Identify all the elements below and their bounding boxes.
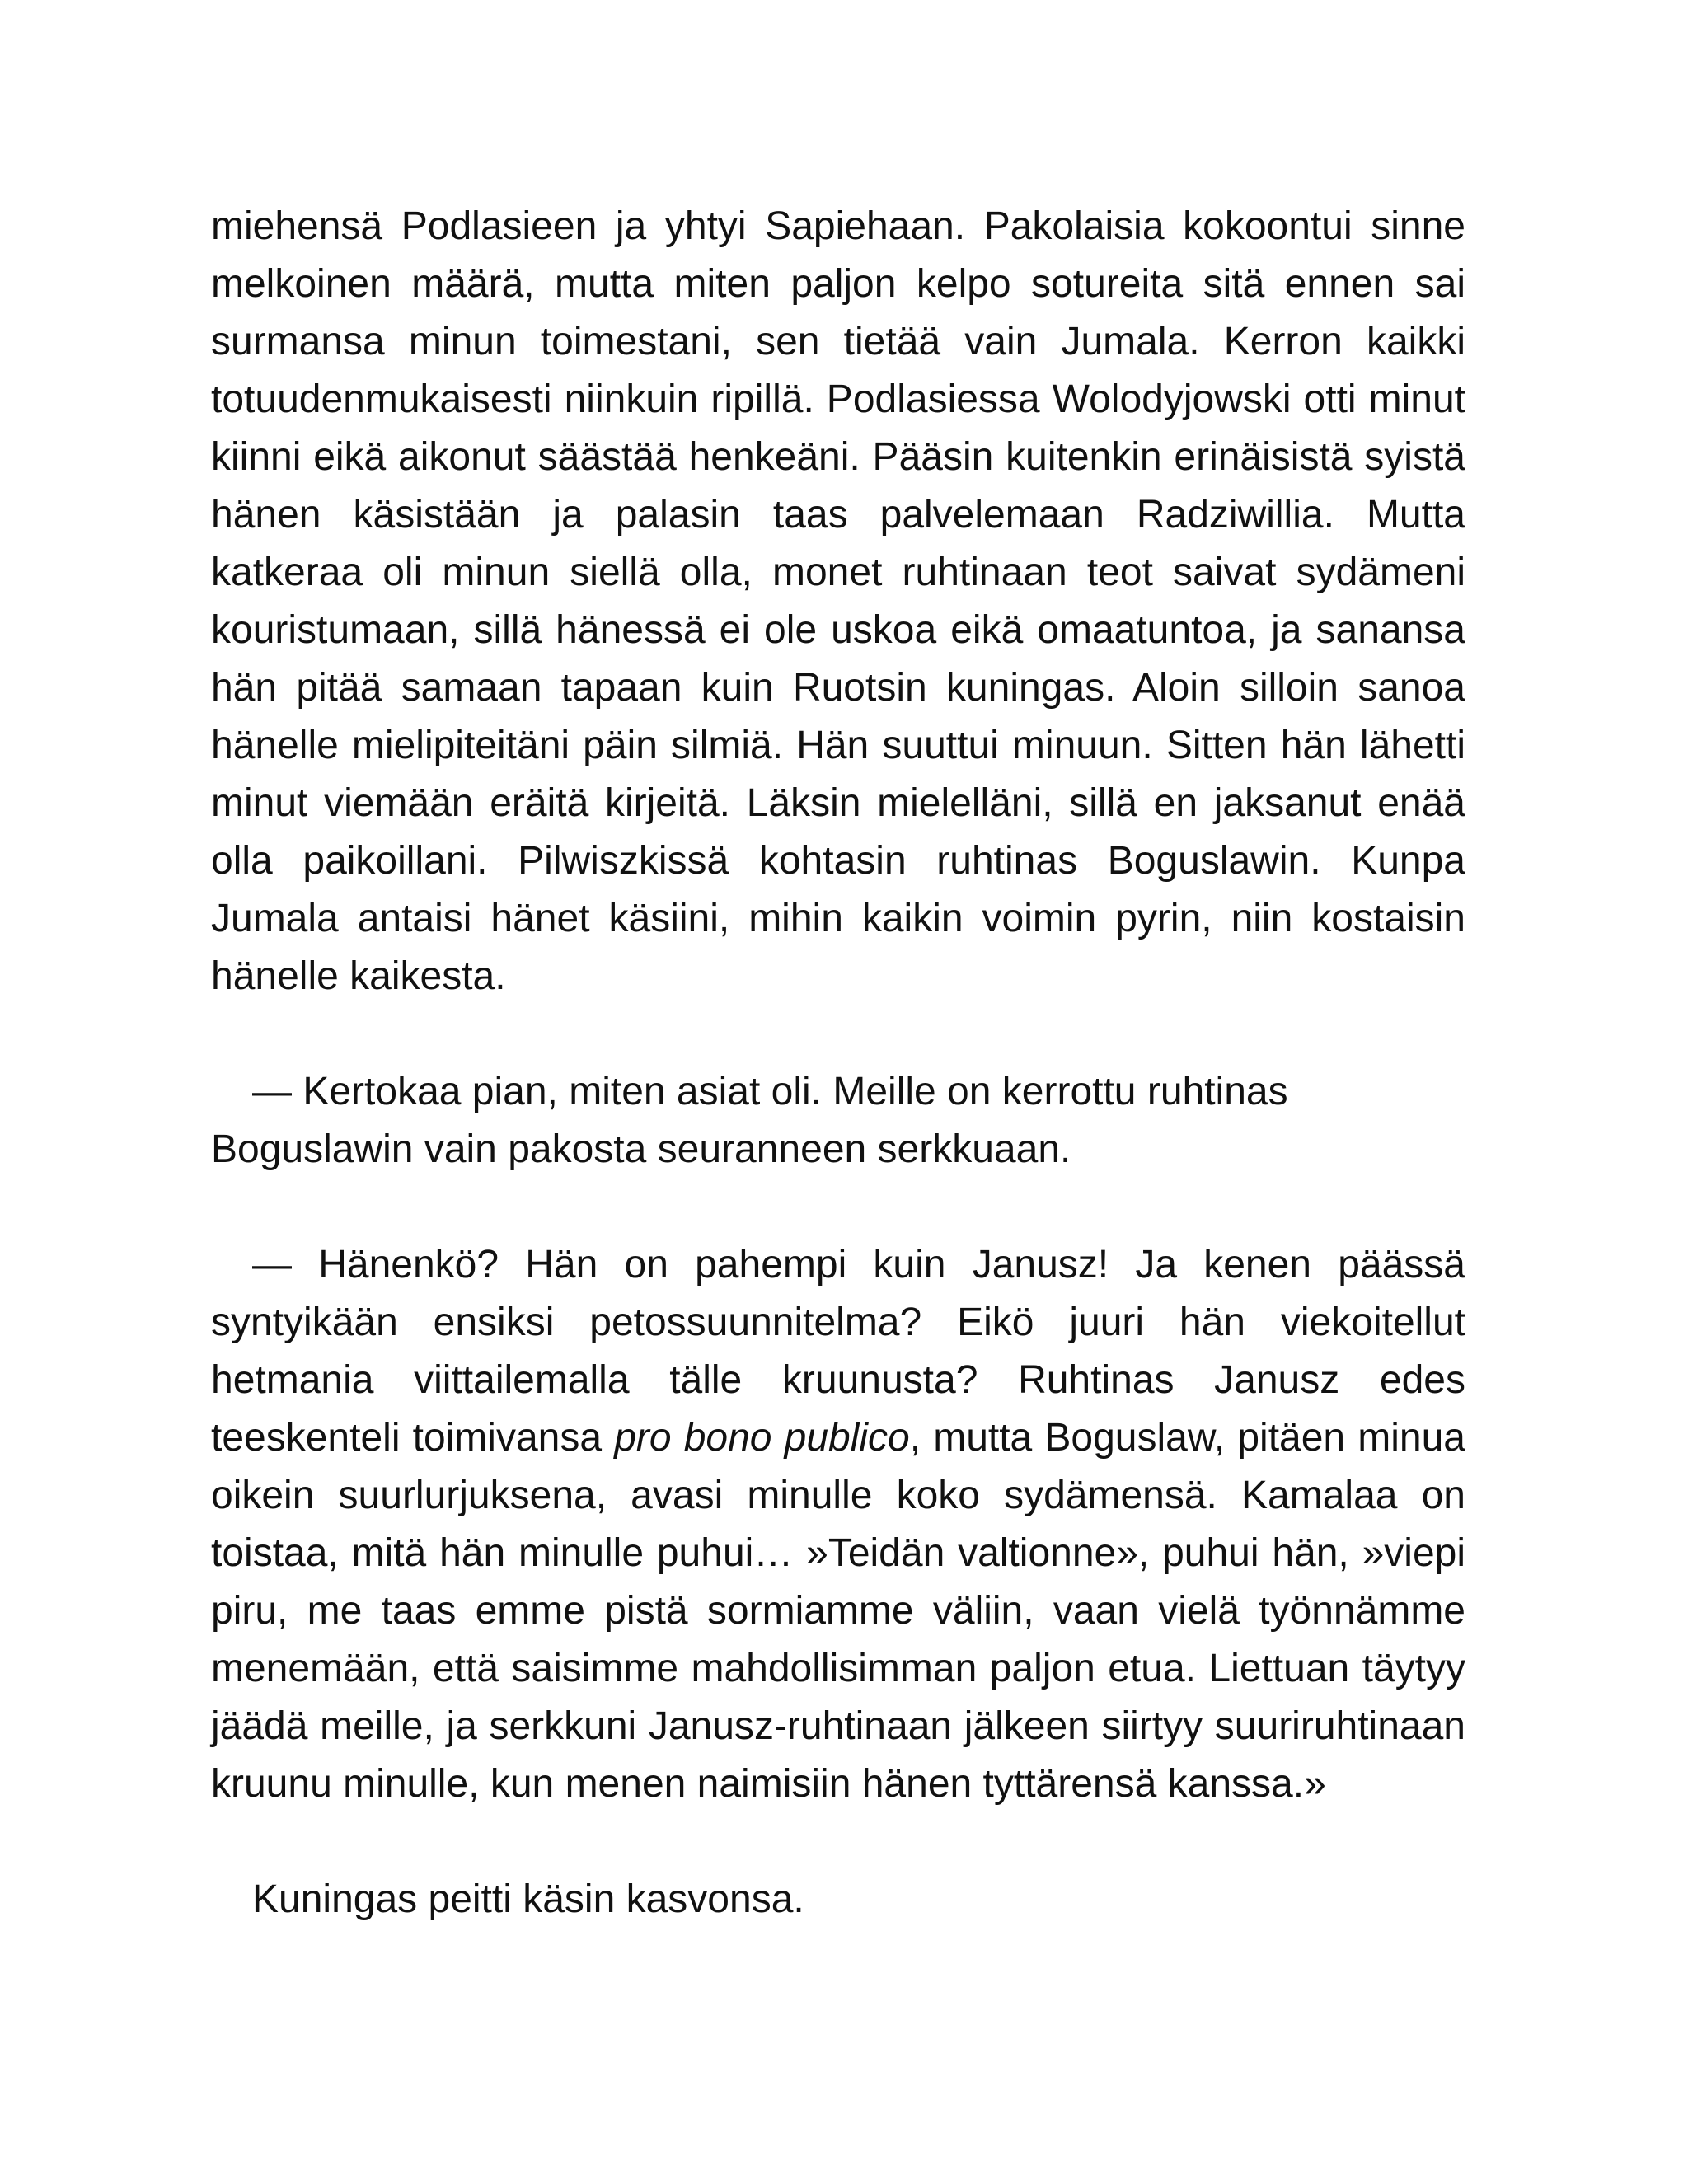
paragraph-text-start: — Hänenkö? Hän on pahempi kuin Janusz! Ja kenen päässä syntyikään ensiksi petossuunnitelma? Eikö juuri hän viekoitellut hetmania viittailemalla tälle kruunusta? Ruhtinas Janusz edes teeskenteli toimivansa (211, 1243, 1465, 1460)
book-page (211, 198, 1465, 1929)
latin-phrase: pro bono publico (614, 1416, 910, 1460)
paragraph-dialogue-1 (211, 1063, 1465, 1179)
paragraph-text-end: , mutta Boguslaw, pitäen minua oikein suurlurjuksena, avasi minulle koko sydämensä. Kamalaa on toistaa, mitä hän minulle puhui… »Teidän valtionne», puhui hän, »viepi piru, me taas emme pistä sormiamme väliin, vaan vielä työnnämme menemään, että saisimme mahdollisimman paljon etua. Liettuan täytyy jäädä meille, ja serkkuni Janusz-ruhtinaan jälkeen siirtyy suuriruhtinaan kruunu minulle, kun menen naimisiin hänen tyttärensä kanssa.» (211, 1416, 1465, 1806)
paragraph-closing (211, 1871, 1465, 1929)
paragraph-narration (211, 198, 1465, 1005)
paragraph-text: Kuningas peitti käsin kasvonsa. (252, 1877, 804, 1921)
paragraph-dialogue-2 (211, 1236, 1465, 1813)
paragraph-text: miehensä Podlasieen ja yhtyi Sapiehaan. Pakolaisia kokoontui sinne melkoinen määrä, mutta miten paljon kelpo sotureita sitä ennen sai surmansa minun toimestani, sen tietää vain Jumala. Kerron kaikki totuudenmukaisesti niinkuin ripillä. Podlasiessa Wolodyjowski otti minut kiinni eikä aikonut säästää henkeäni. Pääsin kuitenkin erinäisistä syistä hänen käsistään ja palasin taas palvelemaan Radziwillia. Mutta katkeraa oli minun siellä olla, monet ruhtinaan teot saivat sydämeni kouristumaan, sillä hänessä ei ole uskoa eikä omaatuntoa, ja sanansa hän pitää samaan tapaan kuin Ruotsin kuningas. Aloin silloin sanoa hänelle mielipiteitäni päin silmiä. Hän suuttui minuun. Sitten hän lähetti minut viemään eräitä kirjeitä. Läksin mielelläni, sillä en jaksanut enää olla paikoillani. Pilwiszkissä kohtasin ruhtinas Boguslawin. Kunpa Jumala antaisi hänet käsiini, mihin kaikin voimin pyrin, niin kostaisin hänelle kaikesta. (211, 204, 1465, 998)
paragraph-text: — Kertokaa pian, miten asiat oli. Meille on kerrottu ruhtinas Boguslawin vain pakosta seuranneen serkkuaan. (211, 1070, 1288, 1171)
